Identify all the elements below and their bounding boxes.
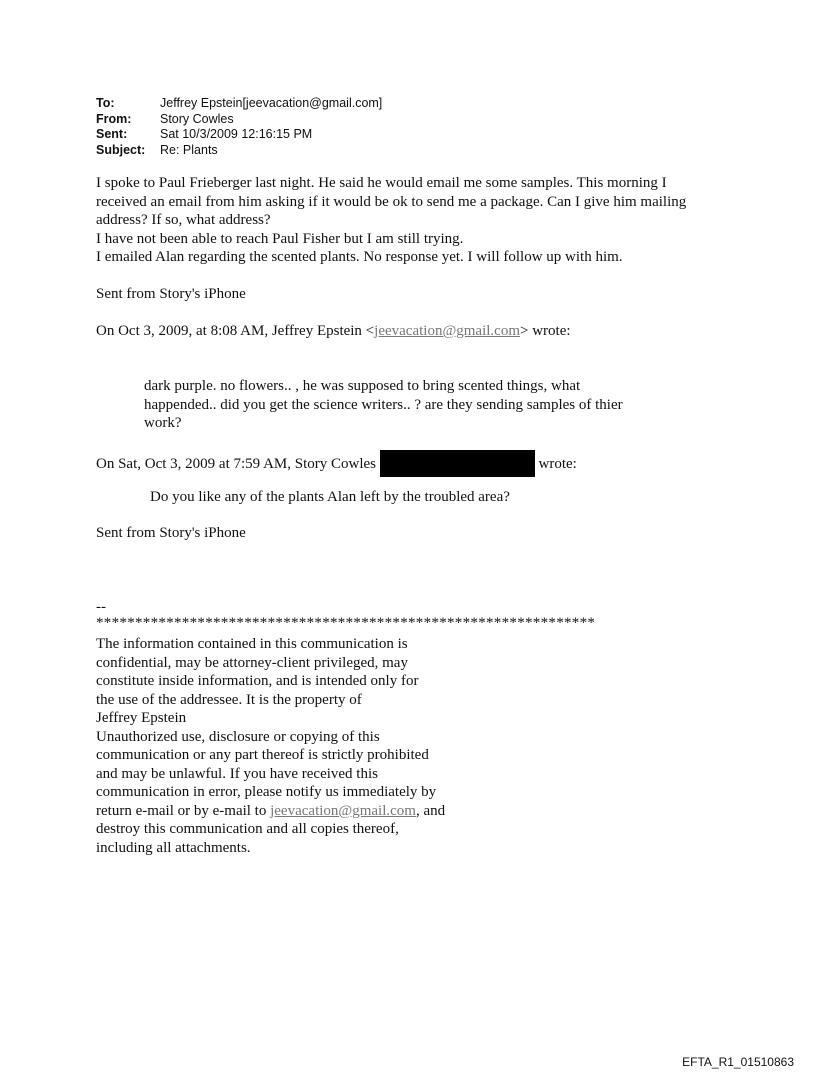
sent-row (96, 127, 382, 143)
to-label: To: (96, 96, 115, 110)
quote2-intro-prefix: On Sat, Oct 3, 2009 at 7:59 AM, Story Cowles (96, 455, 376, 472)
disclaimer-stars: **************************************************************** (96, 615, 596, 631)
disclaimer-email-link[interactable]: jeevacation@gmail.com (270, 802, 416, 819)
quote1-line: happended.. did you get the science writers.. ? are they sending samples of thier (144, 396, 623, 413)
subject-value: Re: Plants (160, 142, 218, 157)
quote1-intro-suffix: > wrote: (520, 323, 571, 339)
disclaimer-line: destroy this communication and all copies thereof, (96, 821, 399, 837)
disclaimer-text (96, 635, 445, 857)
quote1-email-link[interactable]: jeevacation@gmail.com (374, 323, 520, 339)
from-label: From: (96, 111, 132, 126)
body-line: address? If so, what address? (96, 212, 271, 228)
from-row (96, 112, 382, 128)
disclaimer-line: The information contained in this communication is (96, 636, 408, 652)
quote2-intro-suffix: wrote: (538, 455, 577, 472)
disclaimer-line: confidential, may be attorney-client privileged, may (96, 654, 408, 671)
message-body (96, 174, 686, 267)
disclaimer-line: constitute inside information, and is intended only for (96, 673, 419, 689)
sent-value: Sat 10/3/2009 12:16:15 PM (160, 127, 313, 141)
quote1-intro-prefix: On Oct 3, 2009, at 8:08 AM, Jeffrey Epstein < (96, 323, 375, 339)
body-line: received an email from him asking if it would be ok to send me a package. Can I give him mailing (96, 193, 687, 210)
disclaimer-return-prefix: return e-mail or by e-mail to (96, 802, 271, 819)
from-value: Story Cowles (160, 111, 234, 126)
quote1-line: dark purple. no flowers.. , he was supposed to bring scented things, what (144, 378, 581, 394)
quote2-signature: Sent from Story's iPhone (96, 525, 246, 541)
disclaimer-line: the use of the addressee. It is the property of (96, 691, 362, 708)
subject-row (96, 143, 382, 159)
disclaimer-dashes: -- (96, 599, 106, 615)
disclaimer-line: including all attachments. (96, 839, 251, 856)
subject-label: Subject: (96, 142, 146, 157)
body-line: I have not been able to reach Paul Fisher but I am still trying. (96, 230, 464, 247)
body-line: I emailed Alan regarding the scented plants. No response yet. I will follow up with him. (96, 249, 623, 265)
body-line: I spoke to Paul Frieberger last night. He said he would email me some samples. This morning I (96, 175, 667, 191)
disclaimer-line: Unauthorized use, disclosure or copying of this (96, 728, 380, 745)
disclaimer-return-line (96, 802, 445, 821)
to-row (96, 96, 382, 112)
quote2-intro (96, 451, 577, 478)
quote1-line: work? (144, 415, 182, 431)
quote1-intro (96, 322, 571, 341)
email-header (96, 96, 382, 158)
sent-label: Sent: (96, 127, 128, 141)
quote1-body (144, 377, 623, 433)
disclaimer-line: Jeffrey Epstein (96, 710, 187, 726)
redaction-box (380, 450, 535, 477)
disclaimer-return-suffix: , and (415, 802, 446, 819)
document-id: EFTA_R1_01510863 (682, 1055, 794, 1069)
to-value: Jeffrey Epstein[jeevacation@gmail.com] (160, 96, 383, 110)
disclaimer-line: and may be unlawful. If you have received this (96, 765, 378, 782)
disclaimer-line: communication in error, please notify us immediately by (96, 784, 437, 800)
quote2-line: Do you like any of the plants Alan left by the troubled area? (150, 489, 510, 505)
body-signature: Sent from Story's iPhone (96, 286, 246, 302)
disclaimer-line: communication or any part thereof is strictly prohibited (96, 747, 429, 763)
